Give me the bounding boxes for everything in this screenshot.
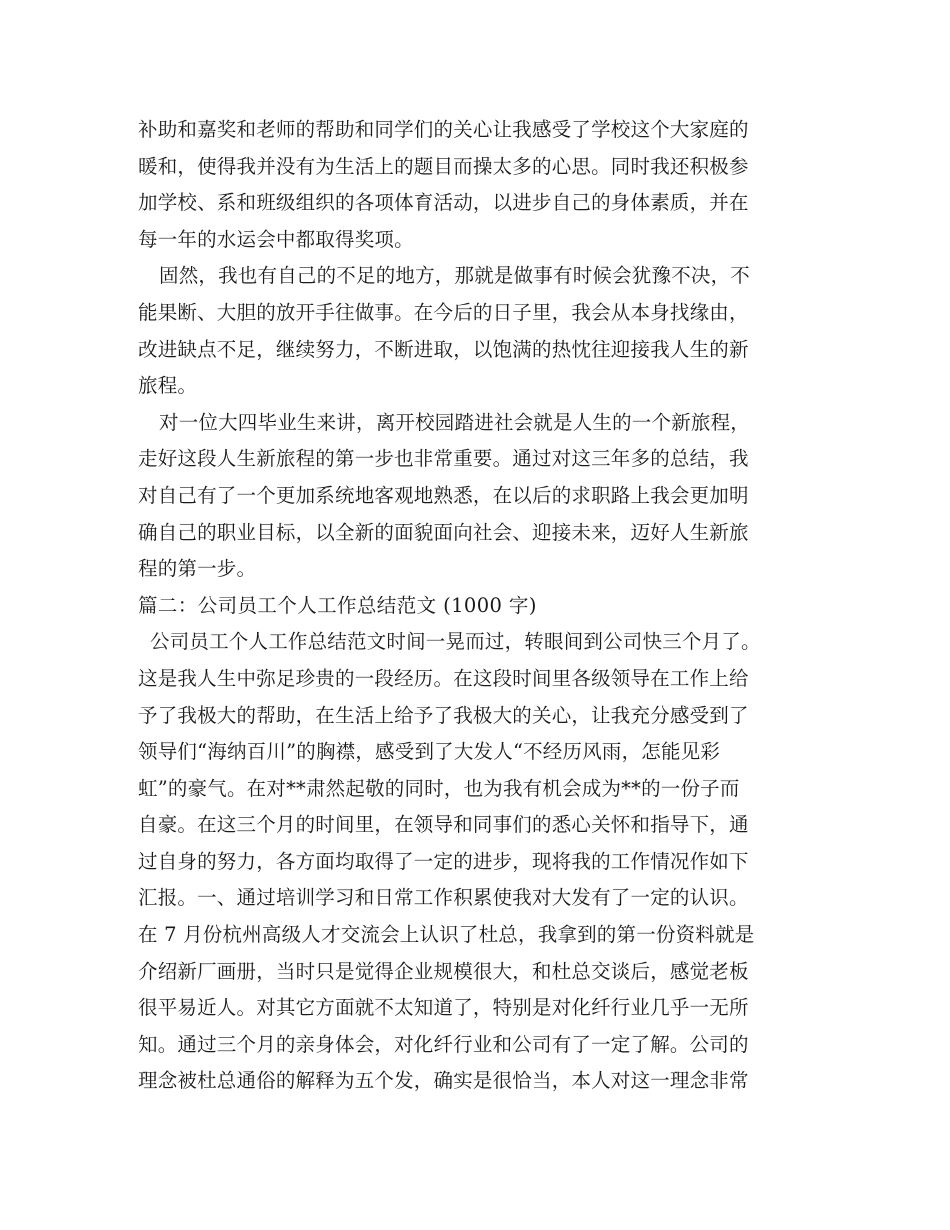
text-line: 旅程。: [138, 374, 198, 398]
document-body: [138, 112, 828, 1100]
text-line: 予了我极大的帮助，在生活上给予了我极大的关心，让我充分感受到了: [138, 703, 749, 727]
text-line: 每一年的水运会中都取得奖项。: [138, 227, 414, 251]
text-line: 知。通过三个月的亲身体会，对化纤行业和公司有了一定了解。公司的: [138, 1032, 749, 1056]
text-line: 介绍新厂画册，当时只是觉得企业规模很大，和杜总交谈后，感觉老板: [138, 959, 749, 983]
text-line: 走好这段人生新旅程的第一步也非常重要。通过对这三年多的总结，我: [138, 447, 749, 471]
text-line: 理念被杜总通俗的解释为五个发，确实是很恰当，本人对这一理念非常: [138, 1069, 749, 1093]
text-line: 加学校、系和班级组织的各项体育活动，以进步自己的身体素质，并在: [138, 191, 749, 215]
text-line: 自豪。在这三个月的时间里，在领导和同事们的悉心关怀和指导下，通: [138, 813, 749, 837]
text-line: 能果断、大胆的放开手往做事。在今后的日子里，我会从本身找缘由，: [138, 300, 749, 324]
text-line: 虹”的豪气。在对**肃然起敬的同时，也为我有机会成为**的一份子而: [138, 776, 740, 800]
text-line: 这是我人生中弥足珍贵的一段经历。在这段时间里各级领导在工作上给: [138, 666, 749, 690]
text-line: 确自己的职业目标，以全新的面貌面向社会、迎接未来，迈好人生新旅: [138, 520, 749, 544]
text-line: 对自己有了一个更加系统地客观地熟悉，在以后的求职路上我会更加明: [138, 483, 749, 507]
section-heading: 篇二：公司员工个人工作总结范文 (1000 字): [138, 593, 537, 617]
text-line: 很平易近人。对其它方面就不太知道了，特别是对化纤行业几乎一无所: [138, 996, 749, 1020]
text-line: 领导们“海纳百川”的胸襟，感受到了大发人“不经历风雨，怎能见彩: [138, 740, 721, 764]
paragraph-start-line: 固然，我也有自己的不足的地方，那就是做事有时候会犹豫不决，不: [159, 264, 751, 288]
text-line: 在 7 月份杭州高级人才交流会上认识了杜总，我拿到的第一份资料就是: [138, 923, 755, 947]
text-line: 改进缺点不足，继续努力，不断进取，以饱满的热忱往迎接我人生的新: [138, 337, 749, 361]
text-line: 过自身的努力，各方面均取得了一定的进步，现将我的工作情况作如下: [138, 849, 749, 873]
text-line: 补助和嘉奖和老师的帮助和同学们的关心让我感受了学校这个大家庭的: [138, 118, 749, 141]
paragraph-start-line: 公司员工个人工作总结范文时间一晃而过，转眼间到公司快三个月了。: [150, 630, 761, 654]
text-line: 暖和，使得我并没有为生活上的题目而操太多的心思。同时我还积极参: [138, 154, 749, 178]
text-line: 程的第一步。: [138, 557, 257, 581]
text-line: 汇报。一、通过培训学习和日常工作积累使我对大发有了一定的认识。: [138, 886, 749, 910]
paragraph-start-line: 对一位大四毕业生来讲，离开校园踏进社会就是人生的一个新旅程，: [159, 410, 751, 434]
